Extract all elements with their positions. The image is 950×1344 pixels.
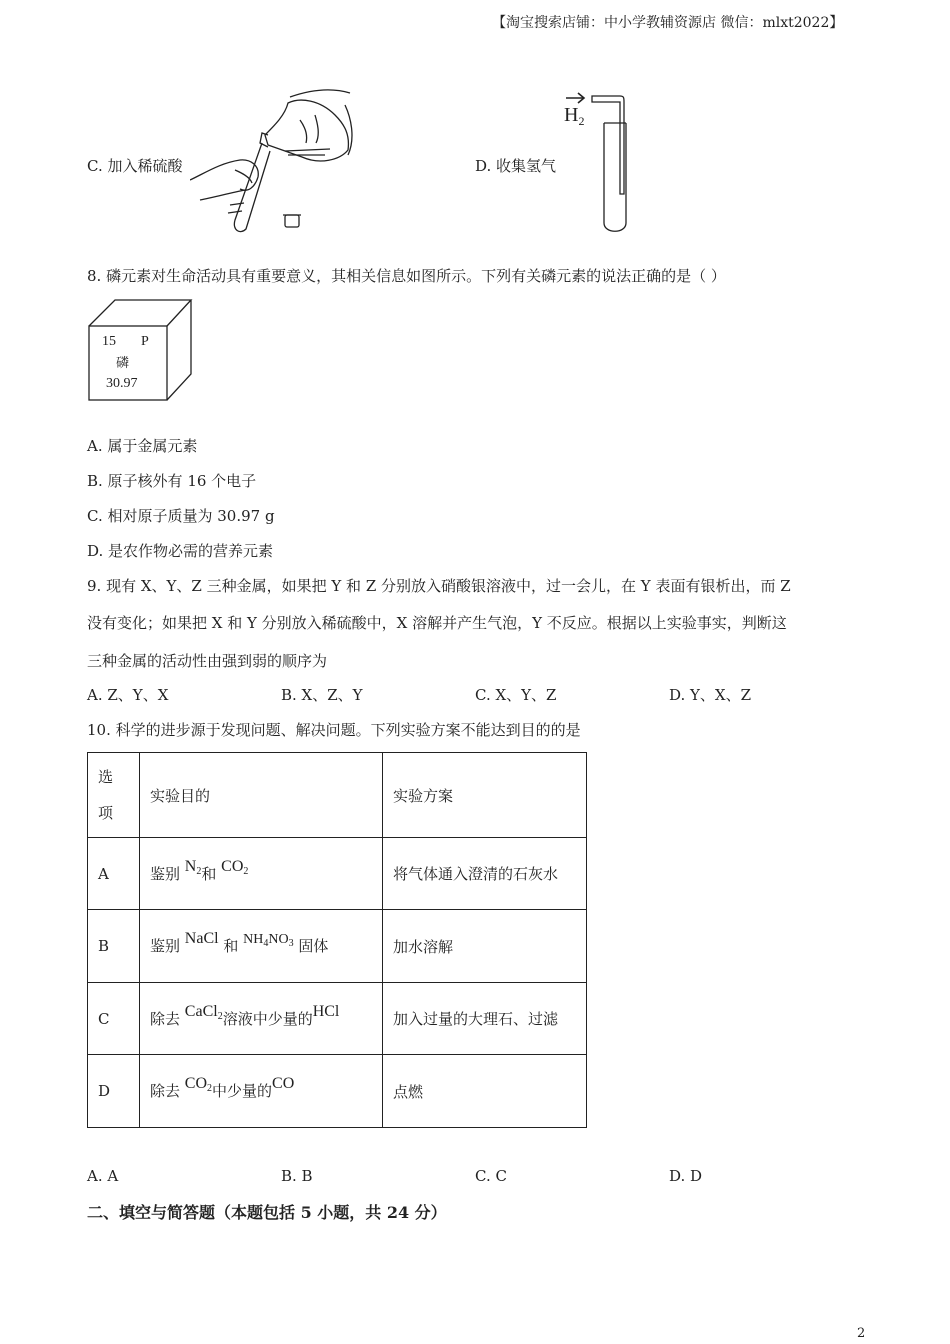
q9-option-b: B. X、Z、Y (281, 686, 363, 704)
q10-stem: 10. 科学的进步源于发现问题、解决问题。下列实验方案不能达到目的的是 (87, 721, 581, 739)
header-plan: 实验方案 (383, 753, 587, 838)
q8-option-c: C. 相对原子质量为 30.97 g (87, 507, 275, 525)
phosphorus-element-cube (87, 298, 197, 404)
row-option: C (88, 983, 140, 1055)
h2-label: $H_2$ (564, 104, 585, 128)
row-purpose: 除去 CaCl$_2$溶液中少量的HCl (140, 983, 383, 1055)
table-header-row (88, 753, 587, 838)
q8-stem: 8. 磷元素对生命活动具有重要意义，其相关信息如图所示。下列有关磷元素的说法正确的是（ ） (87, 267, 726, 285)
table-row (88, 983, 587, 1055)
q7-option-d (475, 156, 556, 176)
row-plan: 加水溶解 (383, 910, 587, 983)
row-plan: 加入过量的大理石、过滤 (383, 983, 587, 1055)
row-purpose: 鉴别 NaCl 和 $NH_4NO_3$ 固体 (140, 910, 383, 983)
q9-line-3: 三种金属的活动性由强到弱的顺序为 (87, 652, 328, 670)
pouring-acid-illustration (190, 85, 360, 235)
q9-option-c: C. X、Y、Z (475, 686, 557, 704)
row-purpose: 除去 $CO_2$中少量的CO (140, 1055, 383, 1128)
row-purpose: 鉴别 $N_2$和 $CO_2$ (140, 838, 383, 910)
q9-line-2: 没有变化；如果把 X 和 Y 分别放入稀硫酸中，X 溶解并产生气泡，Y 不反应。根据以上实验事实，判断这 (87, 614, 787, 632)
table-row (88, 910, 587, 983)
watermark-header: 【淘宝搜索店铺：中小学教辅资源店 微信：mlxt2022】 (492, 15, 844, 31)
q10-option-d: D. D (669, 1167, 703, 1185)
row-option: D (88, 1055, 140, 1128)
q8-option-a: A. 属于金属元素 (87, 437, 198, 455)
q10-option-c: C. C (475, 1167, 507, 1185)
experiment-table (87, 752, 587, 1128)
header-option: 选 项 (88, 753, 140, 838)
row-option: A (88, 838, 140, 910)
section-2-title: 二、填空与简答题（本题包括 5 小题，共 24 分） (87, 1203, 447, 1222)
table-row (88, 1055, 587, 1128)
collect-hydrogen-illustration (562, 88, 642, 238)
q9-option-a: A. Z、Y、X (87, 686, 169, 704)
page-number: 2 (857, 1326, 866, 1341)
element-mass: 30.97 (106, 376, 138, 391)
q8-option-b: B. 原子核外有 16 个电子 (87, 472, 257, 490)
header-purpose: 实验目的 (140, 753, 383, 838)
q10-option-a: A. A (87, 1167, 119, 1185)
q7-option-d-label: D. 收集氢气 (475, 157, 557, 175)
q8-option-d: D. 是农作物必需的营养元素 (87, 542, 274, 560)
q9-option-d: D. Y、X、Z (669, 686, 752, 704)
q10-option-b: B. B (281, 1167, 313, 1185)
row-plan: 将气体通入澄清的石灰水 (383, 838, 587, 910)
element-number: 15 (102, 334, 116, 349)
q9-line-1: 9. 现有 X、Y、Z 三种金属，如果把 Y 和 Z 分别放入硝酸银溶液中，过一会儿，在 Y 表面有银析出，而 Z (87, 577, 791, 595)
row-option: B (88, 910, 140, 983)
table-row (88, 838, 587, 910)
element-symbol: P (141, 334, 149, 349)
q7-option-c: C. 加入稀硫酸 (87, 157, 183, 175)
row-plan: 点燃 (383, 1055, 587, 1128)
element-name: 磷 (116, 356, 130, 371)
